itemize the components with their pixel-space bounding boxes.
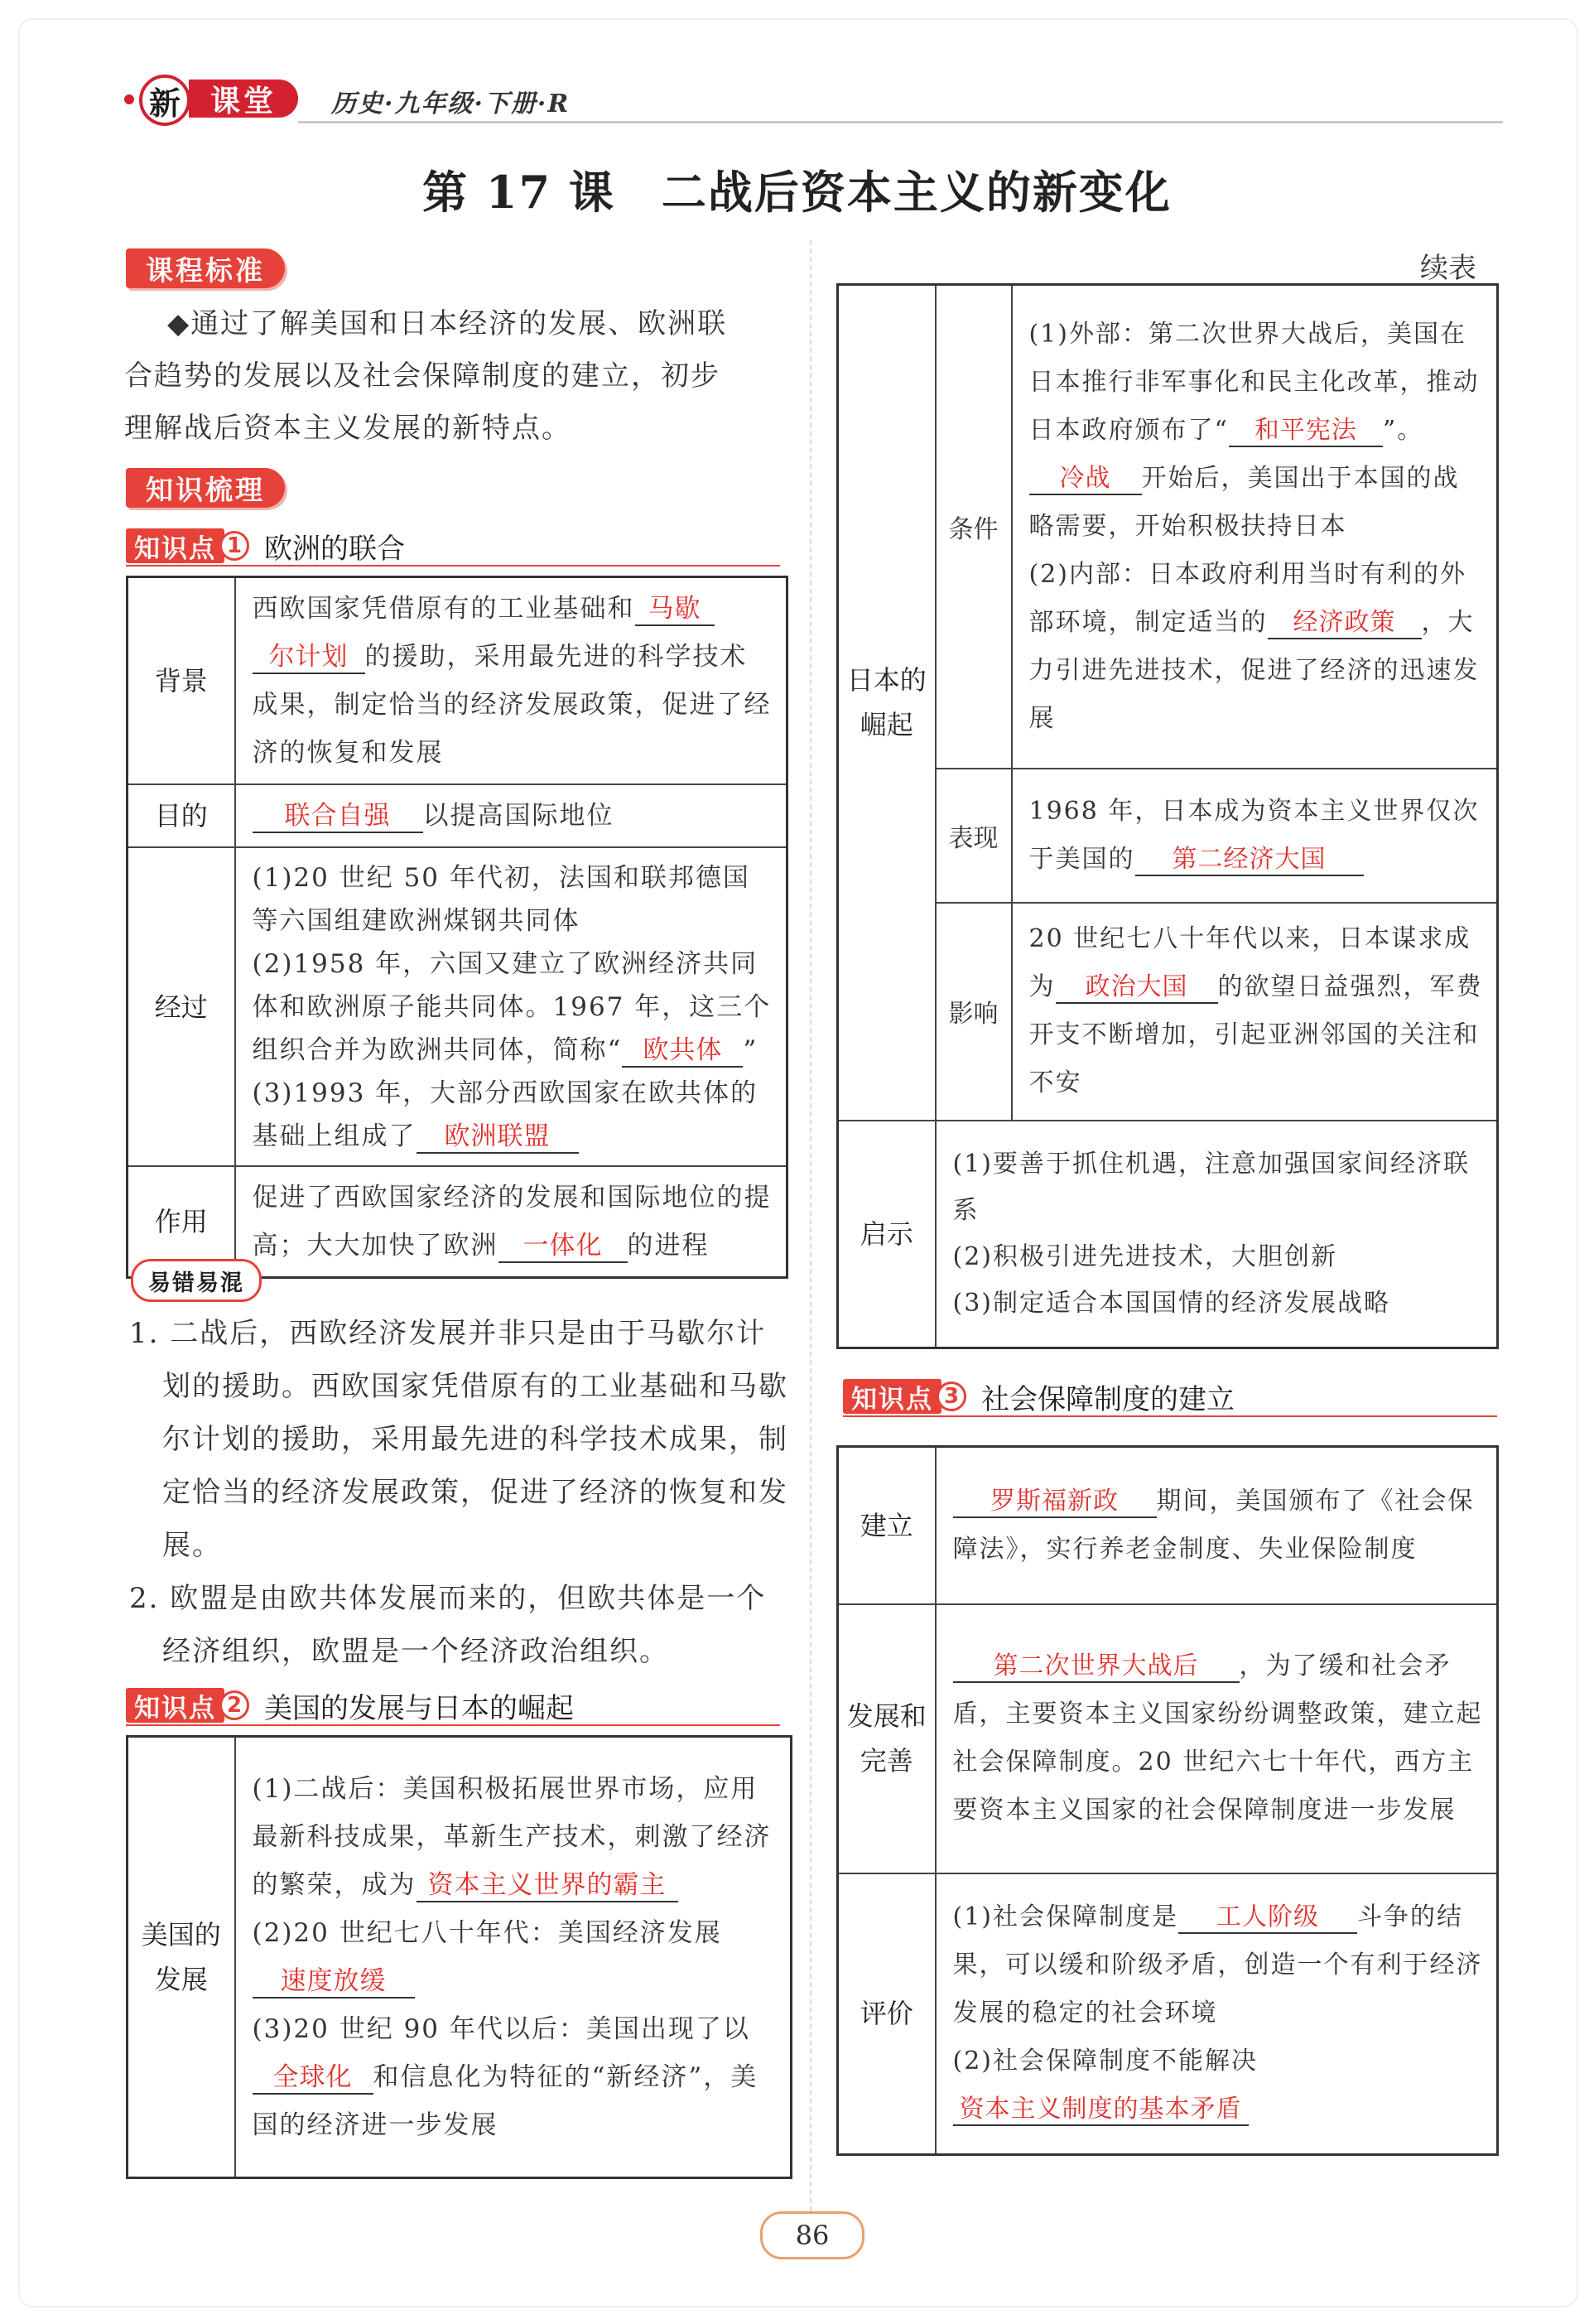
brand-logo xyxy=(124,73,298,124)
condition-cell xyxy=(1012,285,1498,769)
performance-label: 表现 xyxy=(936,769,1012,903)
us-answer-3: 全球化 xyxy=(253,2062,373,2095)
process-item-3 xyxy=(253,1072,773,1158)
develop-cell xyxy=(936,1604,1498,1873)
kp1-number: 1 xyxy=(219,531,249,561)
influence-answer: 政治大国 xyxy=(1056,972,1218,1004)
process-item-2-text: (2)1958 年，六国又建立了欧洲经济共同体和欧洲原子能共同体。1967 年，这三个组织合并为欧洲共同体，简称“ xyxy=(252,948,772,1065)
us-item-2-text: (2)20 世纪七八十年代：美国经济发展 xyxy=(252,1918,722,1948)
establish-cell xyxy=(936,1447,1498,1604)
condition-text-1: (1)外部：第二次世界大战后，美国在日本推行非军事化和民主化改革，推动日本政府颁布了“ xyxy=(1028,319,1480,445)
condition-text-3b: ，大力引进先进技术，促进了经济的迅速发展 xyxy=(1028,607,1480,733)
influence-text-1: 20 世纪七八十年代以来，日本谋求成为 xyxy=(1028,924,1471,1001)
kp3-title: 社会保障制度的建立 xyxy=(981,1382,1235,1416)
page-number: 86 xyxy=(760,2211,864,2259)
goal-answer: 联合自强 xyxy=(253,801,423,833)
us-answer-1: 资本主义世界的霸主 xyxy=(417,1870,678,1902)
evaluation-text-1b: 斗争的结果，可以缓和阶级矛盾，创造一个有利于经济发展的稳定的社会环境 xyxy=(952,1902,1483,2028)
performance-text: 1968 年，日本成为资本主义世界仅次于美国的 xyxy=(1028,796,1480,874)
goal-cell xyxy=(235,784,787,847)
evaluation-answer-2: 资本主义制度的基本矛盾 xyxy=(953,2095,1249,2126)
confusion-item-1: 1. 二战后，西欧经济发展并非只是由于马歇尔计划的援助。西欧国家凭借原有的工业基础和马歇尔计划的援助，采用最先进的科学技术成果，制定恰当的经济发展政策，促进了经济的恢复和发展。 xyxy=(129,1317,788,1562)
establish-answer: 罗斯福新政 xyxy=(953,1487,1157,1518)
bg-label: 背景 xyxy=(128,577,235,785)
performance-answer: 第二经济大国 xyxy=(1135,845,1364,876)
kp2-table xyxy=(126,1735,792,2179)
condition-answer-3: 经济政策 xyxy=(1268,608,1422,639)
condition-label: 条件 xyxy=(936,285,1012,769)
kp2-title: 美国的发展与日本的崛起 xyxy=(264,1691,574,1725)
inspiration-cell xyxy=(936,1121,1498,1348)
kp1-underline xyxy=(126,565,780,567)
confusion-item-2: 2. 欧盟是由欧共体发展而来的，但欧共体是一个经济组织，欧盟是一个经济政治组织。 xyxy=(129,1582,767,1668)
bg-cell xyxy=(235,577,787,785)
brand-ketang: 课堂 xyxy=(189,80,298,118)
kp1-title: 欧洲的联合 xyxy=(264,532,405,566)
inspiration-item-1: (1)要善于抓住机遇，注意加强国家间经济联系 xyxy=(952,1149,1470,1225)
course-standard-tag: 课程标准 xyxy=(126,248,285,288)
confusion-list xyxy=(124,1307,795,1678)
knowledge-review-tag: 知识梳理 xyxy=(126,468,285,508)
develop-label: 发展和完善 xyxy=(838,1604,936,1873)
performance-cell xyxy=(1012,769,1498,903)
process-item-1: (1)20 世纪 50 年代初，法国和联邦德国等六国组建欧洲煤钢共同体 xyxy=(252,862,750,936)
course-standard-text xyxy=(124,298,795,455)
inspiration-item-2: (2)积极引进先进技术，大胆创新 xyxy=(952,1242,1337,1271)
effect-label: 作用 xyxy=(128,1166,235,1278)
develop-answer: 第二次世界大战后 xyxy=(953,1651,1240,1683)
us-answer-2: 速度放缓 xyxy=(253,1966,415,1999)
us-item-2 xyxy=(253,1909,778,2005)
effect-text-1: 促进了西欧国家经济的发展和国际地位的提高；大大加快了欧洲 xyxy=(252,1183,772,1261)
condition-text-3: (2)内部：日本政府利用当时有利的外部环境，制定适当的 xyxy=(1028,559,1466,637)
kp2-underline xyxy=(126,1724,780,1726)
kp1-table xyxy=(126,576,788,1279)
series-label: 历史·九年级·下册·R xyxy=(331,89,571,118)
evaluation-text-2: (2)社会保障制度不能解决 xyxy=(952,2047,1258,2076)
us-item-1-text: (1)二战后：美国积极拓展世界市场，应用最新科技成果，革新生产技术，刺激了经济的繁荣，成为 xyxy=(252,1774,772,1900)
bg-text-2: 的援助，采用最先进的科学技术成果，制定恰当的经济发展政策，促进了经济的恢复和发展 xyxy=(252,642,772,768)
kp2-tag: 知识点 xyxy=(126,1688,224,1723)
brand-xin: 新 xyxy=(139,75,190,126)
brand-dot xyxy=(124,94,134,104)
effect-cell xyxy=(235,1166,787,1278)
lesson-title: 第 17 课 二战后资本主义的新变化 xyxy=(422,166,1172,219)
process-answer-2: 欧共体 xyxy=(622,1035,743,1068)
kp1-tag: 知识点 xyxy=(126,528,224,563)
process-item-2 xyxy=(253,943,773,1072)
us-item-1 xyxy=(253,1765,778,1909)
process-item-2-end: ” xyxy=(743,1034,758,1065)
process-item-3-text: (3)1993 年，大部分西欧国家在欧共体的基础上组成了 xyxy=(252,1078,758,1151)
kp1-heading xyxy=(126,528,405,566)
kp2-heading xyxy=(126,1688,574,1723)
establish-label: 建立 xyxy=(838,1447,936,1604)
japan-label: 日本的崛起 xyxy=(838,285,936,1121)
process-label: 经过 xyxy=(128,847,235,1166)
kp3-table xyxy=(836,1445,1499,2156)
condition-answer-1: 和平宪法 xyxy=(1229,416,1383,447)
kp3-heading xyxy=(843,1379,1235,1414)
evaluation-text-1: (1)社会保障制度是 xyxy=(952,1902,1178,1932)
kp2-number: 2 xyxy=(219,1690,249,1720)
evaluation-item-2 xyxy=(953,2037,1484,2134)
evaluation-cell xyxy=(936,1873,1498,2155)
course-standard-line-1: ◆通过了解美国和日本经济的发展、欧洲联 xyxy=(167,307,728,340)
course-standard-line-2: 合趋势的发展以及社会保障制度的建立，初步 xyxy=(124,359,720,393)
effect-text-2: 的进程 xyxy=(627,1231,710,1261)
bg-text-1: 西欧国家凭借原有的工业基础和 xyxy=(252,594,635,624)
evaluation-answer-1: 工人阶级 xyxy=(1178,1902,1357,1934)
course-standard-line-3: 理解战后资本主义发展的新特点。 xyxy=(124,412,571,445)
column-divider xyxy=(810,240,811,2211)
header-rule xyxy=(298,121,1503,123)
influence-cell xyxy=(1012,903,1498,1121)
goal-label: 目的 xyxy=(128,784,235,847)
bg-answer-1b: 尔计划 xyxy=(253,642,365,674)
us-item-3-text: (3)20 世纪 90 年代以后：美国出现了以 xyxy=(252,2014,750,2044)
evaluation-item-1 xyxy=(953,1893,1484,2037)
establish-text: 期间，美国颁布了《社会保障法》，实行养老金制度、失业保险制度 xyxy=(952,1486,1475,1564)
kp3-underline xyxy=(843,1415,1497,1417)
influence-text-2: 的欲望日益强烈，军费开支不断增加，引起亚洲邻国的关注和不安 xyxy=(1028,972,1483,1097)
kp3-tag: 知识点 xyxy=(843,1379,941,1414)
kp3-number: 3 xyxy=(937,1381,966,1411)
continued-table xyxy=(836,283,1499,1349)
us-item-3-end: 和信息化为特征的“新经济”，美国的经济进一步发展 xyxy=(252,2062,758,2140)
effect-answer: 一体化 xyxy=(498,1231,628,1263)
condition-text-1b: ”。 xyxy=(1382,415,1424,445)
develop-text: ，为了缓和社会矛盾，主要资本主义国家纷纷调整政策，建立起社会保障制度。20 世纪六七十年代，西方主要资本主义国家的社会保障制度进一步发展 xyxy=(952,1651,1483,1825)
us-item-3 xyxy=(253,2005,778,2149)
process-cell xyxy=(235,847,787,1166)
us-cell xyxy=(235,1737,792,2178)
us-label: 美国的发展 xyxy=(128,1737,235,2178)
condition-answer-2: 冷战 xyxy=(1029,464,1142,495)
bg-answer-1a: 马歇 xyxy=(635,594,715,626)
confusion-tag: 易错易混 xyxy=(131,1259,262,1302)
goal-text: 以提高国际地位 xyxy=(422,801,614,831)
inspiration-item-3: (3)制定适合本国国情的经济发展战略 xyxy=(952,1288,1390,1318)
process-answer-3: 欧洲联盟 xyxy=(417,1121,579,1154)
continued-label: 续表 xyxy=(1420,252,1476,285)
evaluation-label: 评价 xyxy=(838,1873,936,2155)
inspiration-label: 启示 xyxy=(838,1121,936,1348)
condition-text-2: 开始后，美国出于本国的战略需要，开始积极扶持日本 xyxy=(1028,463,1460,541)
influence-label: 影响 xyxy=(936,903,1012,1121)
